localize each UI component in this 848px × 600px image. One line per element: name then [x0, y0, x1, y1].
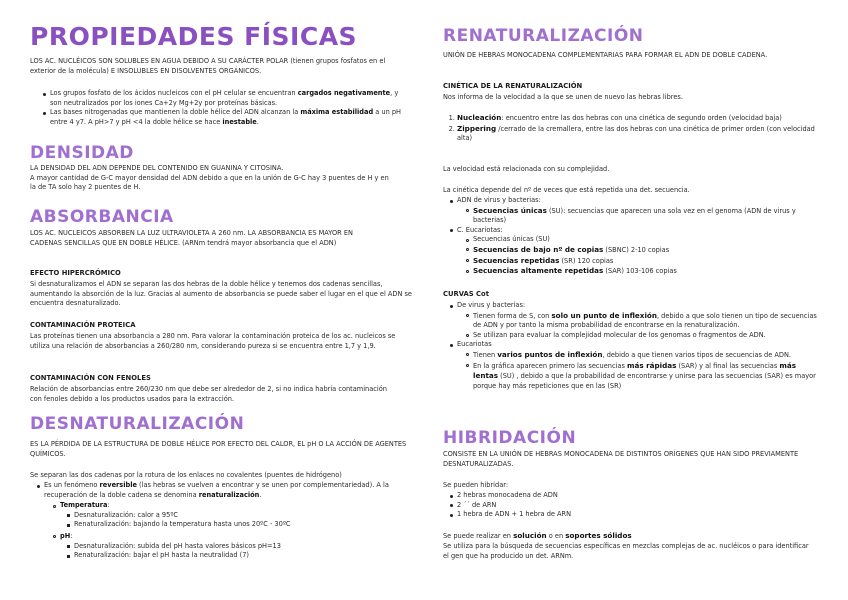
- list-item: Temperatura: Desnaturalización: calor a 95ºC Renaturalización: bajando la temperatura hasta unos 20ºC - 30ºC: [50, 501, 410, 530]
- subtitle-fenoles: CONTAMINACIÓN CON FENOLES: [30, 374, 151, 382]
- list-item: Secuencias altamente repetidas (SAR) 103-106 copias: [463, 266, 823, 277]
- hibridacion-utiliza: Se utiliza para la búsqueda de secuencias específicas en mezclas complejas de ac. nucléicos o para identificar el gen que ha producido un det. ARNm.: [443, 542, 809, 560]
- hibridacion-list: [447, 491, 823, 520]
- list-item: Los grupos fosfato de los ácidos nucleicos con el pH celular se encuentran cargados negativamente, y son neutralizados por los iones Ca+2y Mg+2y por proteínas básicas.: [40, 89, 408, 108]
- list-item: pH: Desnaturalización: subida del pH hasta valores básicos pH=13 Renaturalización: bajar el pH hasta la neutralidad (7): [50, 532, 410, 561]
- section-title-absorbancia: ABSORBANCIA: [30, 207, 174, 227]
- page-title: PROPIEDADES FÍSICAS: [30, 22, 358, 51]
- list-item: Es un fenómeno reversible (las hebras se vuelven a encontrar y se unen por complementariedad). A la recuperación de la doble cadena se denomina renaturalización. Temperatura: Desnaturalización: calor a 95ºC Renaturalización: bajando la temperatura hasta unos 20ºC - 30ºC pH: Desnaturalización: subida del pH hasta valores básicos pH=13 Renaturalización: bajar el pH hasta la neutralidad (7): [34, 481, 410, 561]
- section-title-hibridacion: HIBRIDACIÓN: [443, 428, 577, 448]
- desnaturalizacion-text: ES LA PÉRDIDA DE LA ESTRUCTURA DE DOBLE HÉLICE POR EFECTO DEL CALOR, EL pH O LA ACCIÓN DE AGENTES QUÍMICOS.: [30, 440, 407, 458]
- subtitle-cinetica: CINÉTICA DE LA RENATURALIZACIÓN: [443, 82, 583, 90]
- curvas-list: [447, 301, 823, 391]
- fenoles-text: Relación de absorbancias entre 260/230 nm que debe ser alrededor de 2, si no indica habría contaminación con fenoles debido a los productos usados para la extracción.: [30, 385, 387, 403]
- renaturalizacion-text: UNIÓN DE HEBRAS MONOCADENA COMPLEMENTARIAS PARA FORMAR EL ADN DE DOBLE CADENA.: [443, 51, 768, 59]
- list-item: 2 ´´ de ARN: [447, 501, 823, 511]
- list-item: 2. Zippering /cerrado de la cremallera, entre las dos hebras con una cinética de primer orden (con velocidad alta): [457, 124, 823, 144]
- subtitle-curvas: CURVAS Cot: [443, 290, 489, 298]
- list-item: Eucariotas Tienen varios puntos de inflexión, debido a que tienen varios tipos de secuencias de ADN. En la gráfica aparecen primero las secuencias más rápidas (SAR) y al final las secuencias más lentas (SU) , debido a que la probabilidad de encontrarse y unirse para las secuencias (SAR) es mayor porque hay más repeticiones que en las (SR): [447, 340, 823, 391]
- hibridacion-pueden: Se pueden hibridar:: [443, 481, 509, 489]
- desnaturalizacion-list: [34, 481, 410, 561]
- list-item: Las bases nitrogenadas que mantienen la doble hélice del ADN alcanzan la máxima estabilidad a un pH entre 4 y7. A pH>7 y pH <4 la doble hélice se hace inestable.: [40, 108, 408, 127]
- list-item: 2 hebras monocadena de ADN: [447, 491, 823, 501]
- list-item: Tienen varios puntos de inflexión, debido a que tienen varios tipos de secuencias de ADN.: [463, 350, 823, 361]
- list-item: Tienen forma de S, con solo un punto de inflexión, debido a que solo tienen un tipo de secuencias de ADN y por tanto la misma probabilidad de encontrarse en la renaturalización.: [463, 311, 823, 331]
- cinetica-text: Nos informa de la velocidad a la que se unen de nuevo las hebras libres.: [443, 93, 683, 101]
- cinetica-depende-text: La cinética depende del nº de veces que está repetida una det. secuencia.: [443, 186, 690, 194]
- list-item: Desnaturalización: subida del pH hasta valores básicos pH=13: [64, 542, 410, 552]
- secuencias-list: [447, 196, 823, 277]
- section-title-renaturalizacion: RENATURALIZACIÓN: [443, 26, 644, 46]
- absorbancia-text: LOS AC. NUCLEICOS ABSORBEN LA LUZ ULTRAVIOLETA A 260 nm. LA ABSORBANCIA ES MAYOR EN CADENAS SENCILLAS QUE EN DOBLE HÉLICE. (ARNm tendrá mayor absorbancia que el ADN): [30, 229, 353, 247]
- list-item: Secuencias de bajo nº de copias (SBNC) 2-10 copias: [463, 245, 823, 256]
- list-item: 1. Nucleación: encuentro entre las dos hebras con una cinética de segundo orden (velocidad baja): [457, 113, 823, 124]
- list-item: ADN de virus y bacterias: Secuencias únicas (SU): secuencias que aparecen una sola vez en el genoma (ADN de virus y bacterias): [447, 196, 823, 226]
- list-item: Se utilizan para evaluar la complejidad molecular de los genomas o fragmentos de ADN.: [463, 331, 823, 341]
- proteica-text: Las proteínas tienen una absorbancia a 280 nm. Para valorar la contaminación proteica de los ac. nucleicos se utiliza una relación de absorbancias a 260/280 nm, considerando pureza si se encuentra entre 1,7 y 1,9.: [30, 332, 396, 350]
- list-item: Secuencias únicas (SU): secuencias que aparecen una sola vez en el genoma (ADN de virus y bacterias): [463, 206, 823, 226]
- intro-text: LOS AC. NUCLÉICOS SON SOLUBLES EN AGUA DEBIDO A SU CARÁCTER POLAR (tienen grupos fosfatos en el exterior de la molécula) E INSOLUBLES EN DISOLVENTES ORGÁNICOS.: [30, 57, 386, 75]
- cinetica-steps: [443, 113, 823, 144]
- desnaturalizacion-separation: Se separan las dos cadenas por la rotura de los enlaces no covalentes (puentes de hidrógeno): [30, 471, 342, 479]
- list-item: En la gráfica aparecen primero las secuencias más rápidas (SAR) y al final las secuencias más lentas (SU) , debido a que la probabilidad de encontrarse y unirse para las secuencias (SAR) es mayor porque hay más repeticiones que en las (SR): [463, 361, 823, 392]
- section-title-desnaturalizacion: DESNATURALIZACIÓN: [30, 414, 245, 434]
- list-item: Desnaturalización: calor a 95ºC: [64, 511, 410, 521]
- densidad-text: LA DENSIDAD DEL ADN DEPENDE DEL CONTENIDO EN GUANINA Y CITOSINA. A mayor cantidad de G-C mayor densidad del ADN debido a que en la unión de G-C hay 3 puentes de H y en la de TA solo hay 2 puentes de H.: [30, 164, 389, 192]
- list-item: 1 hebra de ADN + 1 hebra de ARN: [447, 510, 823, 520]
- list-item: Renaturalización: bajando la temperatura hasta unos 20ºC - 30ºC: [64, 520, 410, 530]
- list-item: Secuencias únicas (SU): [463, 235, 823, 245]
- list-item: Renaturalización: bajar el pH hasta la neutralidad (7): [64, 551, 410, 561]
- subtitle-proteica: CONTAMINACIÓN PROTEICA: [30, 321, 136, 329]
- hibridacion-realizar: Se puede realizar en solución o en soportes sólidos: [443, 531, 632, 540]
- list-item: De virus y bacterias: Tienen forma de S, con solo un punto de inflexión, debido a que solo tienen un tipo de secuencias de ADN y por tanto la misma probabilidad de encontrarse en la renaturalización. Se utilizan para evaluar la complejidad molecular de los genomas o fragmentos de ADN.: [447, 301, 823, 340]
- hibridacion-text: CONSISTE EN LA UNIÓN DE HEBRAS MONOCADENA DE DISTINTOS ORÍGENES QUE HAN SIDO PREVIAMENTE DESNATURALIZADAS.: [443, 450, 799, 468]
- velocidad-text: La velocidad está relacionada con su complejidad.: [443, 165, 610, 173]
- list-item: Secuencias repetidas (SR) 120 copias: [463, 256, 823, 267]
- intro-list: [40, 89, 408, 127]
- list-item: C. Eucariotas: Secuencias únicas (SU) Secuencias de bajo nº de copias (SBNC) 2-10 copias Secuencias repetidas (SR) 120 copias Secuencias altamente repetidas (SAR) 103-106 copias: [447, 226, 823, 277]
- hipercromico-text: Si desnaturalizamos el ADN se separan las dos hebras de la doble hélice y tenemos dos cadenas sencillas, aumentando la absorción de la luz. Gracias al aumento de absorbancia se puede saber el lugar en el que el ADN se encuentra desnaturalizado.: [30, 280, 412, 308]
- section-title-densidad: DENSIDAD: [30, 143, 134, 163]
- subtitle-hipercromico: EFECTO HIPERCRÓMICO: [30, 269, 121, 277]
